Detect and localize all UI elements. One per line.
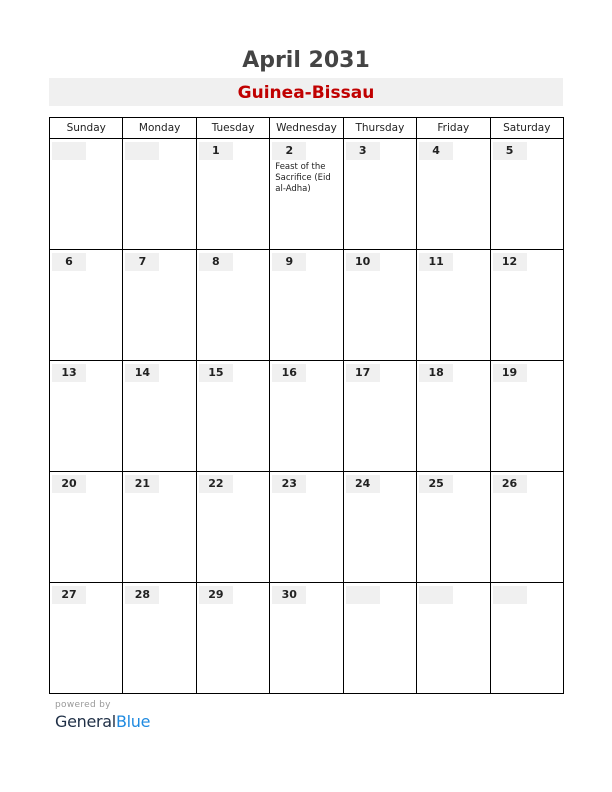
weekday-header: Tuesday (196, 118, 269, 139)
week-row (50, 250, 564, 361)
day-cell[interactable] (196, 472, 269, 583)
day-cell[interactable] (50, 361, 123, 472)
day-cell[interactable] (343, 250, 416, 361)
day-number-badge (346, 586, 380, 604)
day-number: 7 (138, 255, 147, 268)
day-number: 24 (355, 477, 371, 490)
day-cell[interactable] (270, 250, 343, 361)
day-cell[interactable] (50, 583, 123, 694)
day-number: 22 (208, 477, 224, 490)
day-number: 19 (501, 366, 518, 379)
footer (55, 699, 150, 733)
day-number-badge (52, 142, 86, 160)
day-number: 25 (428, 477, 444, 490)
day-cell[interactable] (270, 139, 343, 250)
day-cell[interactable] (123, 250, 196, 361)
day-number: 21 (134, 477, 151, 490)
weekday-header: Wednesday (270, 118, 343, 139)
day-cell[interactable] (343, 139, 416, 250)
powered-by-text: powered by (55, 700, 111, 710)
day-number: 29 (208, 588, 224, 601)
day-number: 2 (285, 144, 294, 157)
day-cell[interactable] (417, 472, 490, 583)
day-cell[interactable] (417, 583, 490, 694)
day-cell[interactable] (270, 583, 343, 694)
day-number-badge (493, 586, 527, 604)
brand-blue: Blue (115, 712, 151, 731)
day-number: 12 (501, 255, 518, 268)
brand-general: General (55, 712, 116, 731)
day-number: 10 (355, 255, 371, 268)
week-row (50, 472, 564, 583)
day-number: 6 (65, 255, 73, 268)
day-cell[interactable] (123, 583, 196, 694)
day-cell[interactable] (490, 250, 563, 361)
day-number: 1 (212, 144, 220, 157)
day-number: 13 (61, 366, 77, 379)
day-cell[interactable] (417, 250, 490, 361)
day-number: 27 (61, 588, 77, 601)
day-cell[interactable] (343, 583, 416, 694)
day-number: 9 (285, 255, 294, 268)
day-cell[interactable] (196, 583, 269, 694)
calendar-grid (49, 117, 564, 694)
day-number: 30 (281, 588, 297, 601)
day-cell[interactable] (417, 361, 490, 472)
day-number: 15 (208, 366, 224, 379)
day-cell[interactable] (50, 139, 123, 250)
day-cell[interactable] (50, 250, 123, 361)
day-number: 4 (432, 144, 440, 157)
day-cell[interactable] (123, 361, 196, 472)
day-number: 16 (281, 366, 297, 379)
day-cell[interactable] (343, 472, 416, 583)
day-number: 18 (428, 366, 444, 379)
day-number: 5 (505, 144, 514, 157)
week-row (50, 139, 564, 250)
weekday-header: Friday (417, 118, 490, 139)
day-cell[interactable] (417, 139, 490, 250)
week-row (50, 583, 564, 694)
day-number: 28 (134, 588, 151, 601)
day-number: 23 (281, 477, 297, 490)
day-cell[interactable] (490, 472, 563, 583)
weekday-header: Sunday (50, 118, 123, 139)
day-number-badge (419, 586, 453, 604)
day-cell[interactable] (123, 139, 196, 250)
weekday-header-row (50, 118, 564, 139)
brand-logo[interactable] (55, 711, 150, 733)
day-number: 20 (61, 477, 77, 490)
day-cell[interactable] (196, 250, 269, 361)
day-cell[interactable] (123, 472, 196, 583)
day-number-badge (125, 142, 159, 160)
holiday-label: Feast of the Sacrifice (Eid al-Adha) (275, 162, 331, 194)
weekday-header: Thursday (343, 118, 416, 139)
weekday-header: Monday (123, 118, 196, 139)
day-number: 17 (355, 366, 371, 379)
day-cell[interactable] (490, 139, 563, 250)
day-number: 3 (358, 144, 367, 157)
day-cell[interactable] (196, 361, 269, 472)
day-cell[interactable] (50, 472, 123, 583)
day-cell[interactable] (196, 139, 269, 250)
page-title: April 2031 (242, 48, 370, 73)
weekday-header: Saturday (490, 118, 563, 139)
country-banner (49, 78, 563, 106)
day-cell[interactable] (270, 361, 343, 472)
day-number: 14 (134, 366, 151, 379)
day-number: 11 (428, 255, 444, 268)
day-number: 8 (212, 255, 220, 268)
week-row (50, 361, 564, 472)
day-number: 26 (501, 477, 518, 490)
country-name: Guinea-Bissau (237, 83, 375, 103)
day-cell[interactable] (490, 583, 563, 694)
day-cell[interactable] (270, 472, 343, 583)
day-cell[interactable] (343, 361, 416, 472)
day-cell[interactable] (490, 361, 563, 472)
